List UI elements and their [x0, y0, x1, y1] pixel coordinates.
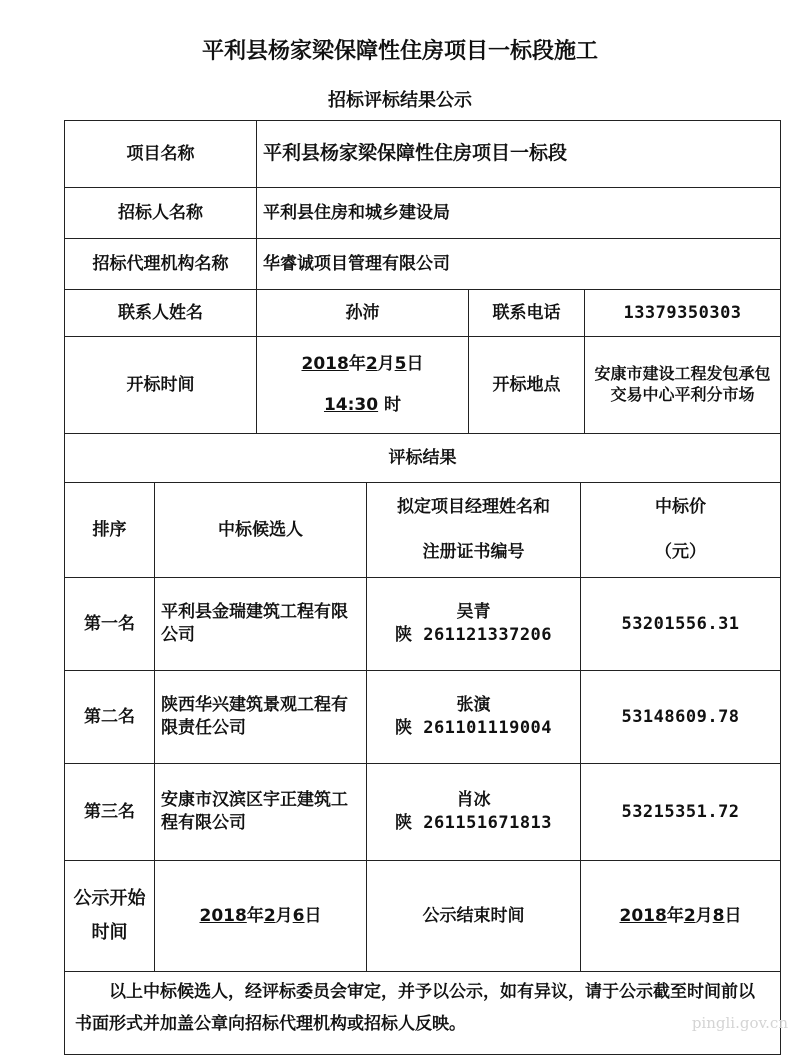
- phone-label: 联系电话: [469, 290, 585, 336]
- cert-number: 陕 261151671813: [394, 813, 553, 833]
- publicity-end-label: 公示结束时间: [367, 861, 581, 971]
- row-project: [65, 121, 781, 188]
- open-year: 2018: [301, 354, 349, 375]
- table-row: [65, 578, 781, 671]
- cert-number: 陕 261121337206: [394, 625, 553, 645]
- rank: 第三名: [65, 764, 155, 860]
- row-contact: [65, 290, 781, 337]
- row-opening: [65, 337, 781, 434]
- contact-value: 孙沛: [257, 290, 469, 336]
- publicity-start-date: 2018 年 2 月 6 日: [155, 861, 367, 971]
- publicity-start-label: 公示开始时间: [65, 861, 155, 971]
- rank-header: 排序: [65, 483, 155, 577]
- manager-name: 吴青: [456, 602, 491, 623]
- results-title: 评标结果: [65, 434, 781, 482]
- bid-price: 53215351.72: [581, 764, 781, 860]
- cert-number: 陕 261101119004: [394, 718, 553, 738]
- candidate-name: 平利县金瑞建筑工程有限公司: [155, 578, 367, 670]
- tenderer-value: 平利县住房和城乡建设局: [257, 188, 781, 238]
- agency-label: 招标代理机构名称: [65, 239, 257, 289]
- open-time: 14:30 时: [323, 395, 402, 415]
- bid-price: 53148609.78: [581, 671, 781, 763]
- candidate-name: 陕西华兴建筑景观工程有限责任公司: [155, 671, 367, 763]
- document-subtitle: 招标评标结果公示: [328, 90, 472, 111]
- tender-table: [64, 120, 781, 1055]
- manager-cell: [367, 671, 581, 763]
- watermark: pingli.gov.cn: [691, 1014, 788, 1032]
- row-publicity: [65, 861, 781, 972]
- agency-value: 华睿诚项目管理有限公司: [257, 239, 781, 289]
- row-agency: [65, 239, 781, 290]
- row-result-title: [65, 434, 781, 483]
- rank: 第二名: [65, 671, 155, 763]
- bid-price: 53201556.31: [581, 578, 781, 670]
- manager-name: 肖冰: [456, 790, 491, 811]
- open-time-value: 14:30: [323, 395, 379, 415]
- table-row: [65, 764, 781, 861]
- notice-text: 以上中标候选人，经评标委员会审定，并予以公示，如有异议，请于公示截至时间前以书面形式并加盖公章向招标代理机构或招标人反映。: [65, 972, 781, 1054]
- candidate-header: 中标候选人: [155, 483, 367, 577]
- phone-value: 13379350303: [585, 290, 781, 336]
- tenderer-label: 招标人名称: [65, 188, 257, 238]
- row-note: [65, 972, 781, 1055]
- row-result-header: [65, 483, 781, 578]
- open-label: 开标时间: [65, 337, 257, 433]
- manager-name: 张演: [456, 695, 491, 716]
- manager-cell: [367, 578, 581, 670]
- document-title: 平利县杨家梁保障性住房项目一标段施工: [201, 39, 598, 64]
- rank: 第一名: [65, 578, 155, 670]
- manager-header: 拟定项目经理姓名和 注册证书编号: [367, 483, 581, 577]
- contact-label: 联系人姓名: [65, 290, 257, 336]
- project-label: 项目名称: [65, 121, 257, 187]
- publicity-end-date: 2018 年 2 月 8 日: [581, 861, 781, 971]
- open-datetime: [257, 337, 469, 433]
- table-row: [65, 671, 781, 764]
- manager-cell: [367, 764, 581, 860]
- open-date: 2018年2月5日: [301, 354, 424, 375]
- place-value: 安康市建设工程发包承包交易中心平利分市场: [585, 337, 781, 433]
- project-value: 平利县杨家梁保障性住房项目一标段: [257, 121, 781, 187]
- candidate-name: 安康市汉滨区宇正建筑工程有限公司: [155, 764, 367, 860]
- open-day: 5: [394, 354, 407, 375]
- place-label: 开标地点: [469, 337, 585, 433]
- price-header: 中标价 （元）: [581, 483, 781, 577]
- row-tenderer: [65, 188, 781, 239]
- open-month: 2: [365, 354, 378, 375]
